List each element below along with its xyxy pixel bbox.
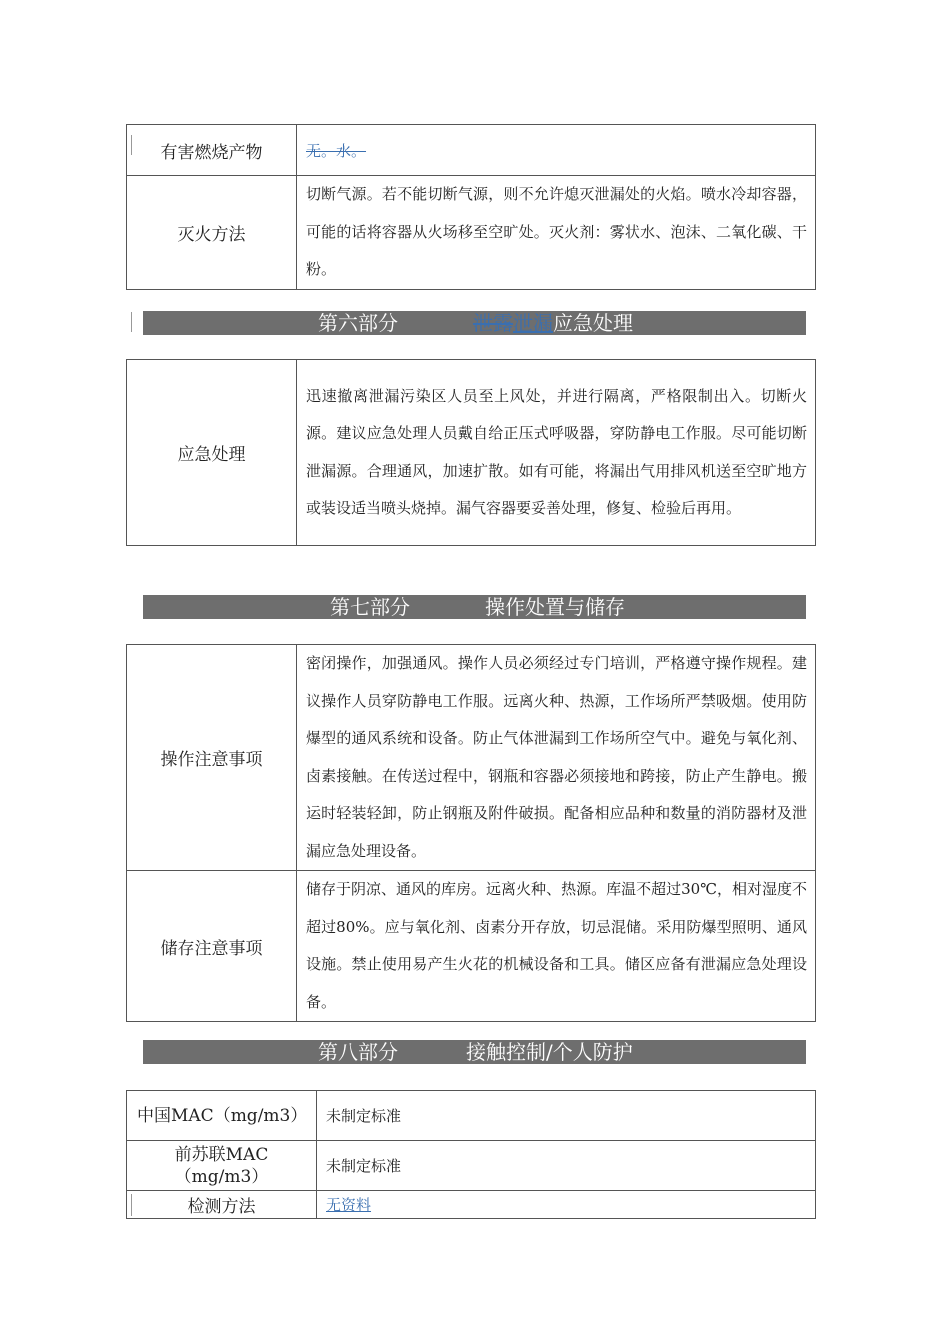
fire-table [126, 124, 816, 290]
handling-value: 密闭操作，加强通风。操作人员必须经过专门培训，严格遵守操作规程。建议操作人员穿防静电工作服。远离火种、热源，工作场所严禁吸烟。使用防爆型的通风系统和设备。防止气体泄漏到工作场所空气中。避免与氧化剂、卤素接触。在传送过程中，钢瓶和容器必须接地和跨接，防止产生静电。搬运时轻装轻卸，防止钢瓶及附件破损。配备相应品种和数量的消防器材及泄漏应急处理设备。 [297, 645, 816, 871]
section-7-header [143, 595, 806, 619]
section-7-number: 第七部分 [330, 595, 410, 619]
section-6-title-rest: 应急处理 [553, 311, 633, 335]
section-6-title-inserted: 泄漏 [513, 311, 553, 335]
ussr-mac-label-text: 前苏联MAC（mg/m3） [174, 1144, 269, 1187]
revision-mark [131, 135, 132, 155]
handling-label: 操作注意事项 [127, 645, 297, 871]
china-mac-label [127, 1091, 317, 1141]
revision-mark [131, 1194, 132, 1216]
revision-mark [131, 312, 132, 332]
detection-method-label: 检测方法 [127, 1191, 317, 1219]
emergency-table [126, 359, 816, 546]
storage-label: 储存注意事项 [127, 871, 297, 1022]
extinguishing-label: 灭火方法 [127, 176, 297, 290]
combustion-products-label: 有害燃烧产物 [127, 125, 297, 176]
section-8-header [143, 1040, 806, 1064]
section-6-title [473, 311, 633, 335]
handling-storage-table [126, 644, 816, 1022]
section-6-header [143, 311, 806, 335]
extinguishing-value: 切断气源。若不能切断气源，则不允许熄灭泄漏处的火焰。喷水冷却容器，可能的话将容器从火场移至空旷处。灭火剂：雾状水、泡沫、二氧化碳、干粉。 [297, 176, 816, 290]
ussr-mac-value: 未制定标准 [317, 1141, 816, 1191]
emergency-label: 应急处理 [127, 360, 297, 546]
china-mac-value: 未制定标准 [317, 1091, 816, 1141]
detection-method-text: 无资料 [326, 1196, 372, 1214]
section-6-title-deleted: 泄露 [473, 311, 513, 335]
section-6-number: 第六部分 [318, 311, 398, 335]
section-8-number: 第八部分 [318, 1040, 398, 1064]
ussr-mac-label [127, 1141, 317, 1191]
storage-value: 储存于阴凉、通风的库房。远离火种、热源。库温不超过30℃，相对湿度不超过80%。应与氧化剂、卤素分开存放，切忌混储。采用防爆型照明、通风设施。禁止使用易产生火花的机械设备和工具。储区应备有泄漏应急处理设备。 [297, 871, 816, 1022]
detection-method-value [317, 1191, 816, 1219]
emergency-value: 迅速撤离泄漏污染区人员至上风处，并进行隔离，严格限制出入。切断火源。建议应急处理人员戴自给正压式呼吸器，穿防静电工作服。尽可能切断泄漏源。合理通风，加速扩散。如有可能，将漏出气用排风机送至空旷地方或装设适当喷头烧掉。漏气容器要妥善处理，修复、检验后再用。 [297, 360, 816, 546]
combustion-products-text: 无。水。 [306, 141, 367, 160]
section-8-title: 接触控制/个人防护 [466, 1040, 633, 1064]
combustion-products-value [297, 125, 816, 176]
china-mac-label-text: 中国MAC（mg/m3） [137, 1105, 308, 1126]
exposure-table [126, 1090, 816, 1219]
section-7-title: 操作处置与储存 [485, 595, 625, 619]
